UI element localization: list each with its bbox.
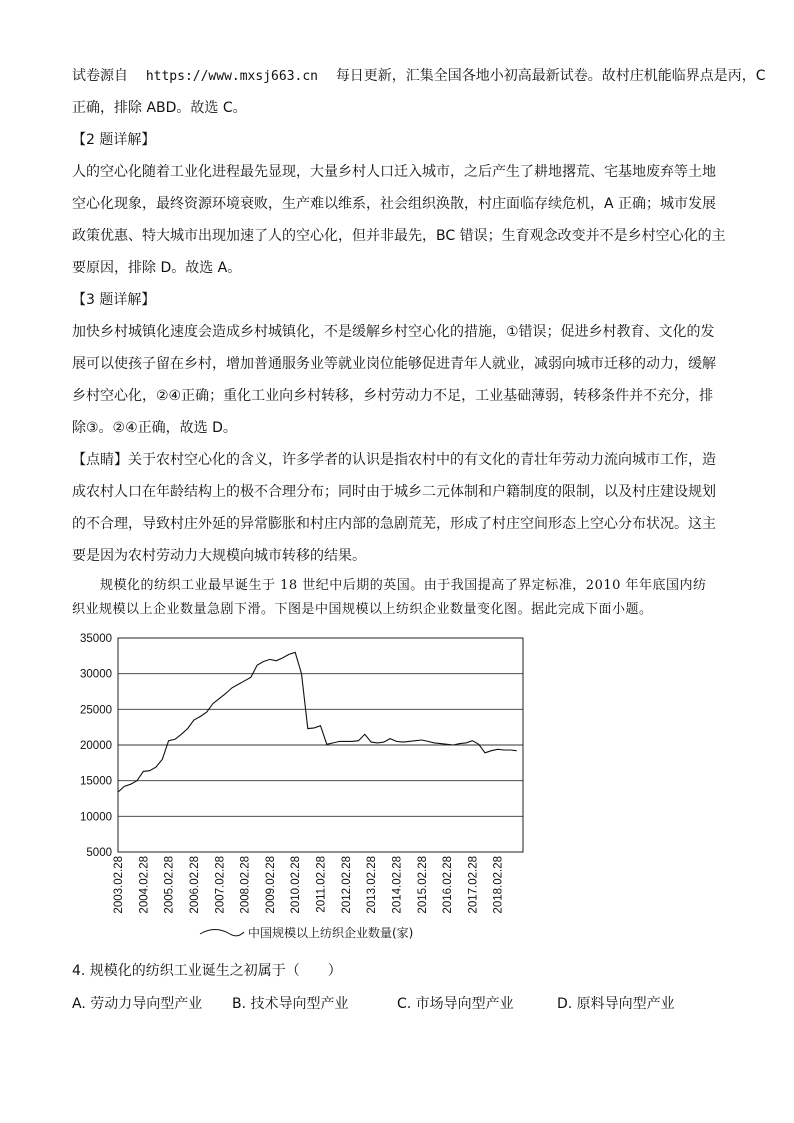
legend-line-icon	[200, 930, 244, 936]
dianjing-line: 成农村人口在年龄结构上的极不合理分布；同时由于城乡二元体制和户籍制度的限制，以及村庄建设规划	[72, 484, 716, 500]
x-tick-label: 2005.02.28	[163, 856, 176, 914]
y-tick-label: 35000	[80, 633, 112, 645]
x-tick-label: 2010.02.28	[290, 856, 303, 914]
legend	[200, 925, 413, 940]
q2-line: 空心化现象，最终资源环境衰败，生产难以维系，社会组织涣散，村庄面临存续危机，A 正确；城市发展	[72, 196, 717, 212]
dianjing-line: 的不合理，导致村庄外延的异常膨胀和村庄内部的急剧荒芜，形成了村庄空间形态上空心分布状况。这主	[72, 516, 716, 532]
x-tick-label: 2007.02.28	[214, 856, 227, 914]
x-tick-label: 2016.02.28	[442, 856, 455, 914]
x-tick-label: 2012.02.28	[340, 856, 353, 914]
q4-stem: 4. 规模化的纺织工业诞生之初属于（ ）	[72, 963, 342, 979]
y-tick-label: 15000	[80, 775, 112, 788]
grid-lines	[118, 674, 523, 817]
y-tick-label: 10000	[80, 811, 112, 824]
header-note: 每日更新，汇集全国各地小初高最新试卷。故村庄机能临界点是丙，C	[335, 68, 766, 84]
dianjing-text: 关于农村空心化的含义，许多学者的认识是指农村中的有文化的青壮年劳动力流向城市工作，造	[128, 452, 716, 468]
q2-line: 要原因，排除 D。故选 A。	[72, 260, 242, 276]
x-tick-label: 2006.02.28	[188, 856, 201, 914]
y-tick-label: 20000	[80, 740, 112, 752]
q3-line: 展可以使孩子留在乡村，增加普通服务业等就业岗位能够促进青年人就业，减弱向城市迁移的动力，缓解	[72, 356, 716, 372]
q3-heading: 【3 题详解】	[72, 292, 156, 308]
x-tick-label: 2008.02.28	[239, 856, 252, 914]
legend-label: 中国规模以上纺织企业数量(家)	[248, 926, 414, 940]
answer1-tail: 正确，排除 ABD。故选 C。	[72, 100, 247, 116]
dianjing-line-first	[72, 450, 716, 470]
option-d[interactable]: D. 原料导向型产业	[557, 996, 675, 1012]
q2-line: 政策优惠、特大城市出现加速了人的空心化，但并非最先，BC 错误；生育观念改变并不是乡村空心化的主	[72, 228, 726, 244]
y-tick-label: 30000	[80, 668, 112, 681]
dianjing-line: 要是因为农村劳动力大规模向城市转移的结果。	[72, 548, 366, 564]
option-c[interactable]: C. 市场导向型产业	[397, 996, 514, 1012]
x-tick-label: 2017.02.28	[467, 856, 480, 914]
q2-line: 人的空心化随着工业化进程最先显现，大量乡村人口迁入城市，之后产生了耕地撂荒、宅基地废弃等土地	[72, 164, 716, 180]
dianjing-heading: 【点睛】	[72, 452, 128, 468]
option-b[interactable]: B. 技术导向型产业	[232, 996, 349, 1012]
x-tick-label: 2015.02.28	[416, 856, 429, 914]
x-tick-label: 2018.02.28	[492, 856, 505, 914]
y-tick-label: 25000	[80, 704, 112, 717]
intro-line: 织业规模以上企业数量急剧下滑。下图是中国规模以上纺织企业数量变化图。据此完成下面小题。	[72, 602, 653, 617]
x-tick-label: 2011.02.28	[315, 856, 328, 913]
q2-heading: 【2 题详解】	[72, 132, 156, 148]
x-tick-label: 2009.02.28	[264, 856, 277, 914]
y-tick-label: 5000	[86, 847, 112, 859]
source-url[interactable]: https://www.mxsj663.cn	[145, 69, 318, 84]
option-a[interactable]: A. 劳动力导向型产业	[72, 996, 203, 1012]
x-tick-label: 2013.02.28	[366, 856, 379, 914]
x-tick-label: 2014.02.28	[391, 856, 404, 914]
header-line	[72, 66, 766, 87]
q3-line: 除③。②④正确，故选 D。	[72, 420, 237, 436]
q3-line: 加快乡村城镇化速度会造成乡村城镇化，不是缓解乡村空心化的措施，①错误；促进乡村教育、文化的发	[72, 324, 715, 340]
source-label: 试卷源自	[72, 68, 128, 84]
x-tick-label: 2003.02.28	[113, 856, 125, 914]
textile-enterprise-chart	[60, 628, 540, 948]
intro-line: 规模化的纺织工业最早诞生于 18 世纪中后期的英国。由于我国提高了界定标准，2010 年年底国内纺	[100, 578, 707, 593]
y-tick-labels	[80, 633, 112, 859]
x-tick-labels	[113, 856, 505, 914]
x-tick-label: 2004.02.28	[138, 856, 151, 914]
q3-line: 乡村空心化，②④正确；重化工业向乡村转移，乡村劳动力不足，工业基础薄弱，转移条件并不充分，排	[72, 388, 714, 404]
